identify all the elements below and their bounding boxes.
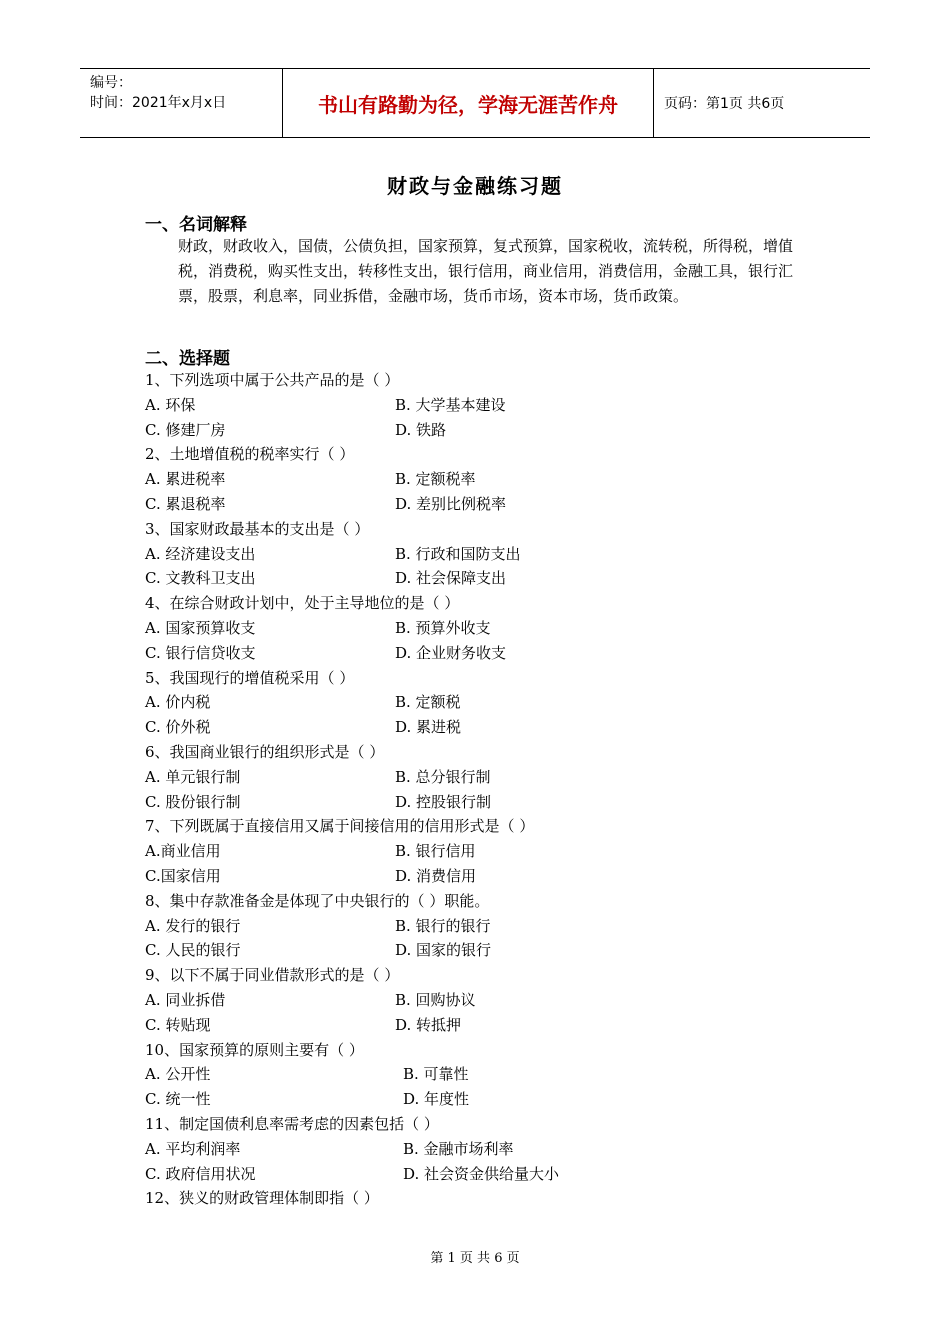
terms-paragraph: 财政，财政收入，国债，公债负担，国家预算，复式预算，国家税收，流转税，所得税，增值税，消费税，购买性支出，转移性支出，银行信用，商业信用，消费信用，金融工具，银行汇票，股票，利息率，同业拆借，金融市场，货币市场，资本市场，货币政策。	[178, 237, 794, 305]
option-d: D. 国家的银行	[395, 941, 492, 960]
option-row	[145, 641, 785, 666]
option-row	[145, 1062, 785, 1087]
option-c: C. 修建厂房	[145, 420, 226, 439]
option-row	[145, 467, 785, 492]
page-title: 财政与金融练习题	[387, 174, 563, 198]
option-b: B. 定额税	[395, 693, 461, 712]
option-row	[145, 566, 785, 591]
option-b: B. 可靠性	[403, 1065, 469, 1084]
option-c: C. 价外税	[145, 718, 211, 737]
option-b: B. 预算外收支	[395, 618, 491, 637]
option-d: D. 累进税	[395, 718, 462, 737]
option-row	[145, 418, 785, 443]
option-row	[145, 1013, 785, 1038]
option-c: C.国家信用	[145, 866, 221, 885]
option-d: D. 消费信用	[395, 866, 477, 885]
option-c: C. 政府信用状况	[145, 1164, 256, 1183]
motto-text: 书山有路勤为径，学海无涯苦作舟	[318, 92, 618, 117]
option-a: A. 经济建设支出	[145, 544, 256, 563]
question-text: 6、我国商业银行的组织形式是（ ）	[145, 742, 385, 761]
option-a: A. 单元银行制	[145, 767, 241, 786]
option-row	[145, 765, 785, 790]
section-heading-terms: 一、名词解释	[145, 215, 247, 235]
option-b: B. 总分银行制	[395, 767, 491, 786]
header-left	[80, 69, 282, 137]
option-row	[145, 1137, 785, 1162]
header-page-cell	[654, 69, 870, 137]
option-d: D. 企业财务收支	[395, 643, 507, 662]
question-text: 1、下列选项中属于公共产品的是（ ）	[145, 371, 400, 389]
option-b: B. 行政和国防支出	[395, 544, 521, 563]
section-heading-choices: 二、选择题	[145, 349, 230, 369]
option-a: A. 发行的银行	[145, 916, 241, 935]
option-b: B. 大学基本建设	[395, 395, 506, 414]
option-c: C. 人民的银行	[145, 941, 241, 960]
number-label: 编号：	[90, 75, 132, 91]
question-text: 11、制定国债利息率需考虑的因素包括（ ）	[145, 1114, 439, 1133]
option-d: D. 转抵押	[395, 1015, 462, 1034]
question-list	[145, 368, 785, 1211]
option-b: B. 金融市场利率	[403, 1139, 514, 1158]
option-c: C. 转贴现	[145, 1015, 211, 1034]
option-c: C. 统一性	[145, 1090, 211, 1109]
question-text: 10、国家预算的原则主要有（ ）	[145, 1040, 364, 1059]
option-row	[145, 790, 785, 815]
option-c: C. 文教科卫支出	[145, 569, 256, 588]
option-row	[145, 864, 785, 889]
page-label: 页码：第1页 共6页	[664, 96, 785, 112]
option-d: D. 社会资金供给量大小	[403, 1164, 560, 1183]
option-b: B. 定额税率	[395, 470, 476, 489]
option-row	[145, 988, 785, 1013]
question-text: 5、我国现行的增值税采用（ ）	[145, 668, 355, 687]
option-a: A. 环保	[145, 395, 196, 414]
option-b: B. 银行信用	[395, 842, 476, 861]
option-d: D. 差别比例税率	[395, 494, 507, 513]
header-motto-cell	[282, 69, 654, 137]
option-a: A. 价内税	[145, 693, 211, 712]
option-row	[145, 1162, 785, 1187]
option-b: B. 回购协议	[395, 990, 476, 1009]
page-footer: 第 1 页 共 6 页	[430, 1251, 520, 1266]
option-row	[145, 1087, 785, 1112]
option-d: D. 社会保障支出	[395, 569, 507, 588]
option-d: D. 铁路	[395, 420, 447, 439]
question-text: 7、下列既属于直接信用又属于间接信用的信用形式是（ ）	[145, 817, 535, 836]
date-label: 时间：2021年x月x日	[90, 95, 227, 111]
option-a: A. 公开性	[145, 1065, 211, 1084]
option-row	[145, 616, 785, 641]
question-text: 12、狭义的财政管理体制即指（ ）	[145, 1189, 379, 1208]
question-text: 9、以下不属于同业借款形式的是（ ）	[145, 966, 400, 985]
option-row	[145, 542, 785, 567]
question-text: 2、土地增值税的税率实行（ ）	[145, 445, 355, 464]
option-row	[145, 938, 785, 963]
option-row	[145, 393, 785, 418]
option-row	[145, 914, 785, 939]
option-d: D. 年度性	[403, 1090, 470, 1109]
option-row	[145, 492, 785, 517]
question-text: 8、集中存款准备金是体现了中央银行的（ ）职能。	[145, 891, 490, 910]
option-a: A. 国家预算收支	[145, 618, 256, 637]
option-a: A.商业信用	[145, 842, 221, 861]
option-c: C. 累退税率	[145, 494, 226, 513]
document-header	[80, 68, 870, 138]
option-a: A. 平均利润率	[145, 1139, 241, 1158]
option-row	[145, 715, 785, 740]
option-b: B. 银行的银行	[395, 916, 491, 935]
option-d: D. 控股银行制	[395, 792, 492, 811]
question-text: 4、在综合财政计划中，处于主导地位的是（ ）	[145, 594, 460, 613]
option-c: C. 股份银行制	[145, 792, 241, 811]
option-a: A. 同业拆借	[145, 990, 226, 1009]
question-text: 3、国家财政最基本的支出是（ ）	[145, 519, 370, 538]
option-a: A. 累进税率	[145, 470, 226, 489]
option-row	[145, 839, 785, 864]
option-row	[145, 690, 785, 715]
option-c: C. 银行信贷收支	[145, 643, 256, 662]
